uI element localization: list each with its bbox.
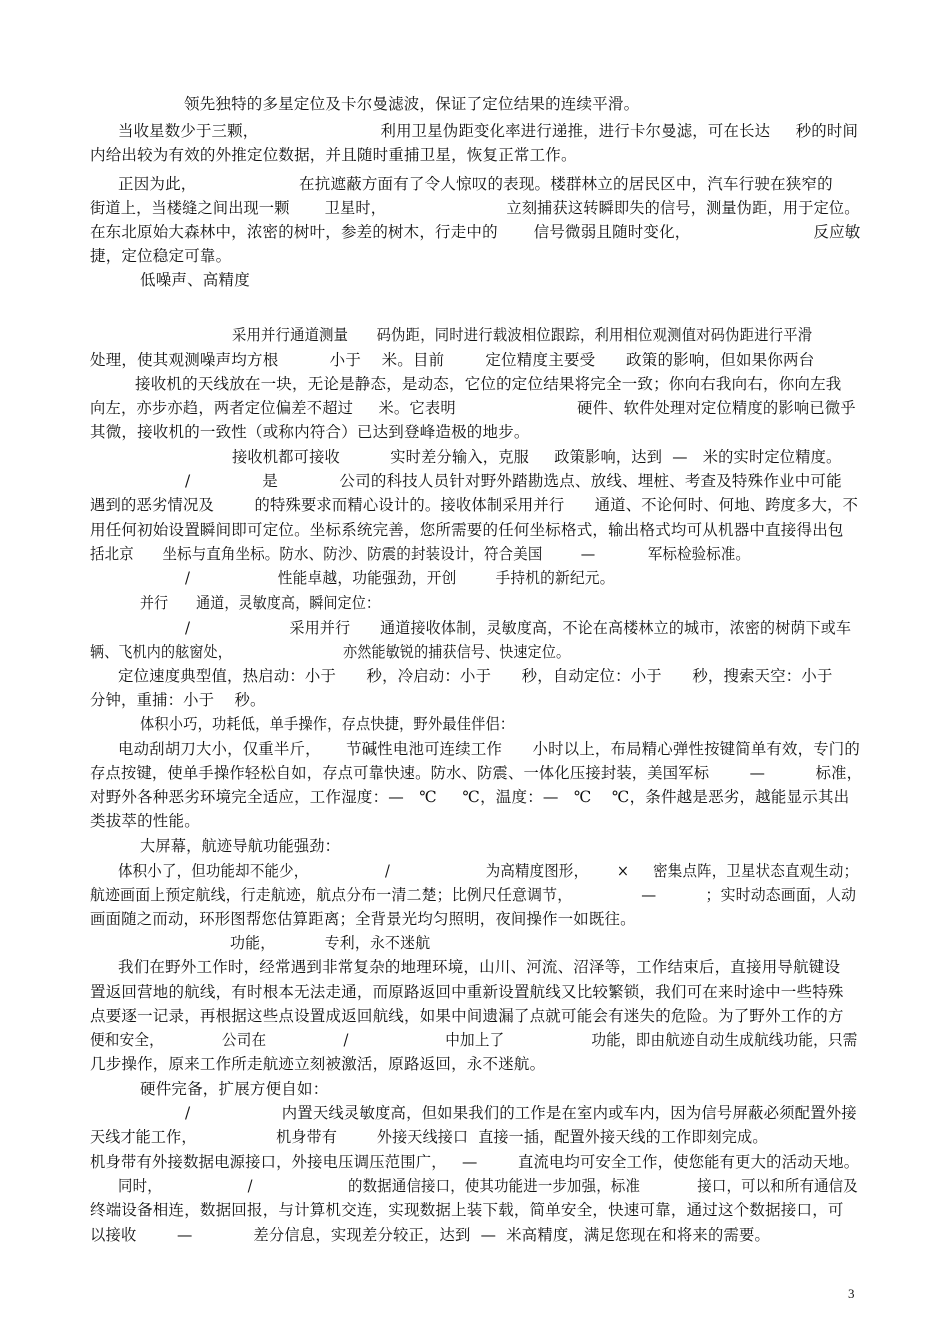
text-line: 捷，定位稳定可靠。: [90, 247, 232, 265]
text-line: / 采用并行 通道接收体制，灵敏度高，不论在高楼林立的城市，浓密的树荫下或车: [185, 619, 852, 637]
text-line: 遇到的恶劣情况及 的特殊要求而精心设计的。接收体制采用并行 通道、不论何时、何地、跨度多大，不: [90, 496, 859, 514]
text-line: 体积小巧，功耗低，单手操作，存点快捷，野外最佳伴侣：: [140, 715, 515, 733]
text-line: 用任何初始设置瞬间即可定位。坐标系统完善，您所需要的任何坐标格式，输出格式均可从机器中直接得出包: [90, 521, 844, 539]
text-line: 采用并行通道测量 码伪距，同时进行载波相位跟踪，利用相位观测值对码伪距进行平滑: [232, 326, 813, 344]
text-line: 低噪声、高精度: [140, 271, 250, 289]
text-line: 点要逐一记录，再根据这些点设置成返回航线，如果中间遗漏了点就可能会有迷失的危险。为了野外工作的方: [90, 1007, 844, 1025]
text-line: 终端设备相连，数据回报，与计算机交连，实现数据上装下载，简单安全，快速可靠，通过这个数据接口，可: [90, 1201, 844, 1219]
text-line: / 是 公司的科技人员针对野外踏勘选点、放线、埋桩、考查及特殊作业中可能: [185, 472, 842, 490]
text-line: / 性能卓越，功能强劲，开创 手持机的新纪元。: [185, 569, 615, 587]
text-line: / 内置天线灵敏度高，但如果我们的工作是在室内或车内，因为信号屏蔽必须配置外接: [185, 1104, 857, 1122]
text-line: 画面随之而动，环形图帮您估算距离；全背景光均匀照明，夜间操作一如既往。: [90, 910, 636, 928]
text-line: 定位速度典型值，热启动：小于 秒，冷启动：小于 秒，自动定位：小于 秒，搜索天空：小于: [118, 667, 833, 685]
text-line: 街道上，当楼缝之间出现一颗 卫星时， 立刻捕获这转瞬即失的信号，测量伪距，用于定位。: [90, 199, 860, 217]
text-line: 并行 通道，灵敏度高，瞬间定位：: [140, 594, 381, 612]
text-line: 电动刮胡刀大小，仅重半斤， 节碱性电池可连续工作 小时以上，布局精心弹性按键简单有效，专门的: [118, 740, 860, 758]
text-line: 几步操作，原来工作所走航迹立刻被激活，原路返回，永不迷航。: [90, 1055, 546, 1073]
text-line: 在东北原始大森林中，浓密的树叶，参差的树木，行走中的 信号微弱且随时变化， 反应敏: [90, 223, 861, 241]
text-line: 存点按键，使单手操作轻松自如，存点可靠快速。防水、防震、一体化压接封装，美国军标 — 标准，: [90, 764, 863, 782]
text-line: 对野外各种恶劣环境完全适应，工作湿度：— ℃ ℃，温度：— ℃ ℃，条件越是恶劣，越能显示其出: [90, 788, 850, 806]
text-line: 内给出较为有效的外推定位数据，并且随时重捕卫星，恢复正常工作。: [90, 146, 577, 164]
text-line: 分钟，重捕：小于 秒。: [90, 691, 266, 709]
text-line: 便和安全， 公司在 / 中加上了 功能，即由航迹自动生成航线功能，只需: [90, 1031, 858, 1049]
text-line: 航迹画面上预定航线，行走航迹，航点分布一清二楚；比例尺任意调节， — ；实时动态画面，人动: [90, 886, 857, 904]
text-line: 当收星数少于三颗， 利用卫星伪距变化率进行递推，进行卡尔曼滤，可在长达 秒的时间: [118, 122, 859, 140]
text-line: 向左，亦步亦趋，两者定位偏差不超过 米。它表明 硬件、软件处理对定位精度的影响已微乎: [90, 399, 856, 417]
text-line: 大屏幕，航迹导航功能强劲：: [140, 837, 341, 855]
text-line: 同时， / 的数据通信接口，使其功能进一步加强，标准 接口，可以和所有通信及: [118, 1177, 858, 1195]
text-line: 硬件完备，扩展方便自如：: [140, 1080, 329, 1098]
text-line: 我们在野外工作时，经常遇到非常复杂的地理环境，山川、河流、沼泽等，工作结束后，直接用导航键设: [118, 958, 841, 976]
text-line: 体积小了，但功能却不能少， / 为高精度图形， × 密集点阵，卫星状态直观生动；: [118, 862, 859, 880]
text-line: 领先独特的多星定位及卡尔曼滤波，保证了定位结果的连续平滑。: [184, 95, 640, 113]
text-line: 机身带有外接数据电源接口，外接电压调压范围广， — 直流电均可安全工作，使您能有更大的活动天地。: [90, 1153, 860, 1171]
text-line: 其微，接收机的一致性（或称内符合）已达到登峰造极的地步。: [90, 423, 530, 441]
text-line: 接收机都可接收 实时差分输入，克服 政策影响，达到 — 米的实时定位精度。: [232, 448, 842, 466]
text-line: 以接收 — 差分信息，实现差分较正，达到 — 米高精度，满足您现在和将来的需要。: [90, 1226, 771, 1244]
text-line: 天线才能工作， 机身带有 外接天线接口 直接一插，配置外接天线的工作即刻完成。: [90, 1128, 768, 1146]
text-line: 括北京 坐标与直角坐标。防水、防沙、防震的封装设计，符合美国 — 军标检验标准。: [90, 545, 751, 563]
page-number: 3: [848, 1286, 855, 1301]
text-line: 置返回营地的航线，有时根本无法走通，而原路返回中重新设置航线又比较繁锁，我们可在来时途中一些特殊: [90, 983, 844, 1001]
text-line: 功能， 专利，永不迷航: [230, 934, 431, 952]
text-line: 处理，使其观测噪声均方根 小于 米。目前 定位精度主要受 政策的影响，但如果你两台: [90, 351, 815, 369]
text-line: 正因为此， 在抗遮蔽方面有了令人惊叹的表现。楼群林立的居民区中，汽车行驶在狭窄的: [118, 175, 833, 193]
text-line: 类拔萃的性能。: [90, 812, 200, 830]
text-line: 辆、飞机内的舷窗处， 亦然能敏锐的捕获信号、快速定位。: [90, 643, 571, 661]
text-line: 接收机的天线放在一块，无论是静态，是动态，它位的定位结果将完全一致；你向右我向右，你向左我: [135, 375, 842, 393]
